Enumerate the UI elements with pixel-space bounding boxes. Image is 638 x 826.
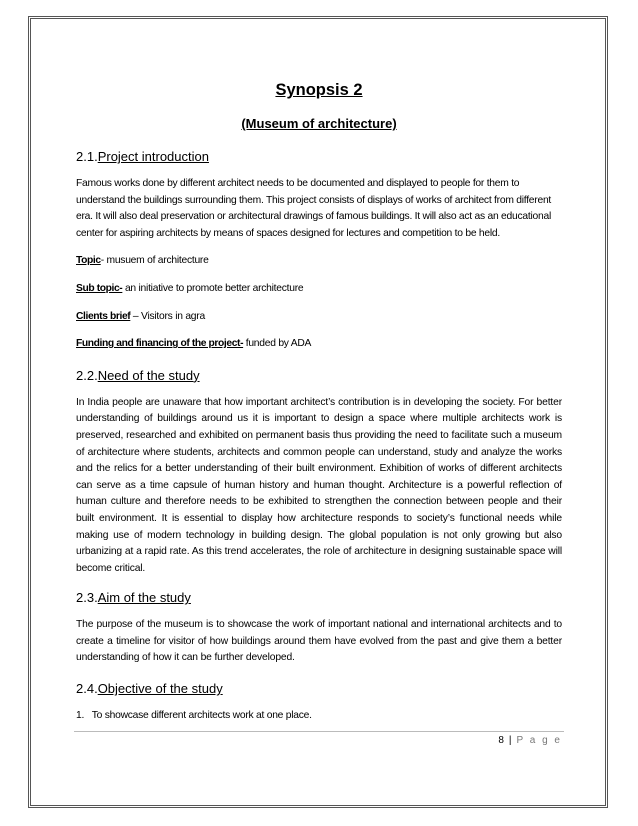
page-subtitle: (Museum of architecture) [241,116,397,131]
objective-list-item: 1. To showcase different architects work at one place. [76,710,312,722]
page-title: Synopsis 2 [275,81,363,99]
subtopic-line [76,281,562,298]
section-heading-objective [76,680,562,698]
section-number: 2.3. [76,590,98,606]
need-paragraph: In India people are unaware that how important architect’s contribution is in developing the society. For better understanding of buildings around us it is important to design a space where multiple architects work is preserved, researched and exhibited on permanent basis thus providing the need to facilitate such a museum of architecture where students, architects and common people can understand, study and analyze the works and the relics for a better understanding of their built environment. Exhibition of works of different architects can serve as a time capsule of human history and human thought. Architecture is a powerful reflection of human culture and therefore needs to be exhibited to strengthen the connection between people and their built environment. It is essential to display how architecture responds to society’s functional needs while making use of modern technology in building design. The global population is not only growing but also urbanizing at a rapid rate. As this trend accelerates, the role of architecture in designing sustainable space will become critical. [76,396,562,574]
section-heading-text: Aim of the study [97,590,191,606]
section-number: 2.2. [76,367,98,383]
aim-paragraph: The purpose of the museum is to showcase the work of important national and international architects and to create a timeline for visitor of how buildings around them have evolved from the past and give them a better understanding of how it can be further developed. [76,619,562,664]
footer-divider [74,731,564,732]
client-brief-line [76,309,562,326]
page-number: 8 [498,735,504,746]
subtopic-label: Sub topic- [76,282,123,294]
section-heading-need [76,367,562,385]
document-body [76,78,562,725]
page-footer [498,734,562,748]
funding-value: funded by ADA [243,338,312,350]
section-number: 2.4. [76,681,98,697]
section-number: 2.1. [76,149,98,164]
section-heading-text: Project introduction [97,149,209,164]
topic-value: - musuem of architecture [100,255,209,267]
intro-paragraph: Famous works done by different architect needs to be documented and displayed to people for them to understand the buildings surrounding them. This project consists of displays of works of architect from different era. It will also deal preservation or architectural drawings of famous buildings. It will also act as an educational center for aspiring architects by means of spaces designed for lectures and competition to be held. [76,178,552,239]
topic-label: Topic [76,255,101,267]
funding-line [76,336,562,353]
funding-label: Funding and financing of the project- [76,338,244,350]
client-brief-label: Clients brief [76,310,131,322]
section-heading-text: Objective of the study [97,681,223,697]
topic-line [76,253,562,270]
section-heading-intro [76,148,562,166]
subtopic-value: an initiative to promote better architecture [122,282,304,294]
client-brief-value: – Visitors in agra [130,310,205,322]
section-heading-text: Need of the study [97,367,200,383]
footer-separator: | [508,735,512,746]
page-label: P a g e [516,735,562,746]
section-heading-aim [76,589,562,607]
